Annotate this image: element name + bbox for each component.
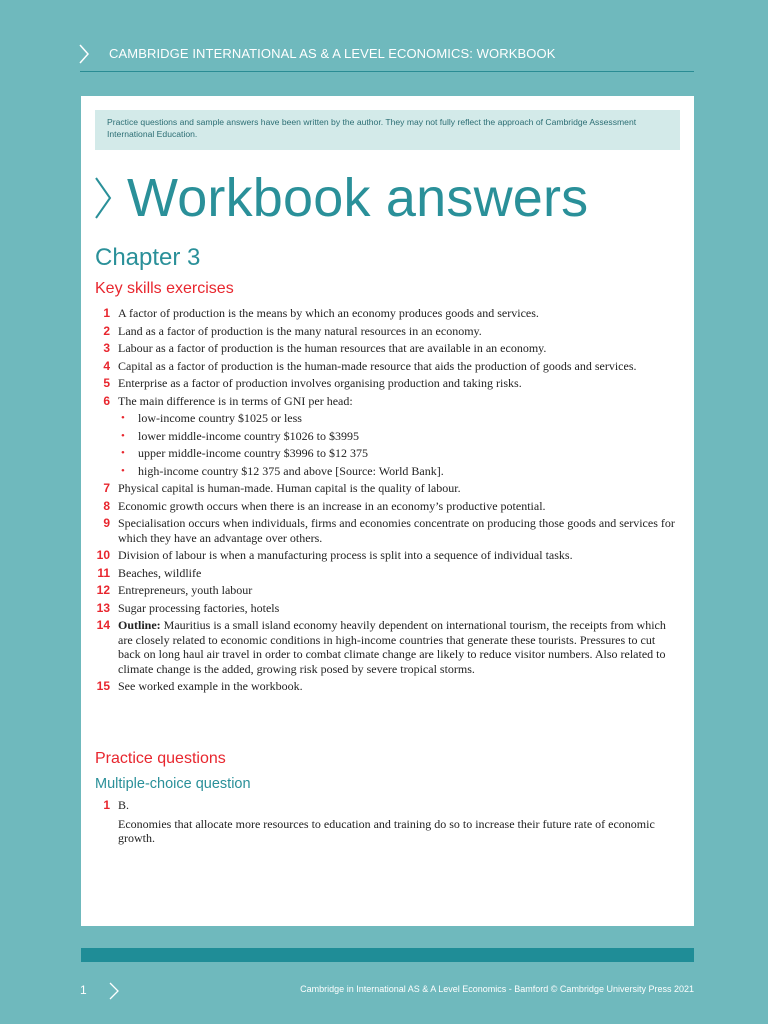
list-item [81, 679, 694, 694]
list-item [81, 601, 694, 616]
list-item [81, 499, 694, 514]
disclaimer-notice: Practice questions and sample answers have been written by the author. They may not fully reflect the approach of Cambridge Assessment International Education. [95, 110, 680, 150]
list-item [81, 359, 694, 374]
bullet-text: lower middle-income country $1026 to $3995 [138, 428, 359, 443]
bullet-icon: • [121, 447, 125, 459]
item-number: 12 [96, 583, 110, 597]
item-text: Land as a factor of production is the many natural resources in an economy. [118, 323, 482, 338]
page-title [93, 168, 588, 228]
list-item [81, 566, 694, 581]
chevron-right-icon [93, 175, 113, 221]
item-text [118, 618, 678, 676]
book-title: CAMBRIDGE INTERNATIONAL AS & A LEVEL ECONOMICS: WORKBOOK [109, 46, 556, 61]
key-skills-list [81, 306, 694, 697]
item-number: 1 [103, 306, 110, 320]
item-number: 7 [103, 481, 110, 495]
page-title-text: Workbook answers [127, 168, 589, 228]
item-text: Capital as a factor of production is the human-made resource that aids the production of goods and services. [118, 358, 637, 373]
item-text: Sugar processing factories, hotels [118, 600, 280, 615]
list-item [81, 394, 694, 409]
mcq-answer [81, 798, 694, 846]
item-number: 2 [103, 323, 110, 338]
page-panel [81, 96, 694, 926]
list-item [81, 798, 694, 813]
list-item [81, 324, 694, 339]
page-number: 1 [80, 983, 87, 997]
bullet-item [118, 429, 694, 444]
item-text: A factor of production is the means by which an economy produces goods and services. [118, 306, 539, 320]
item-text: The main difference is in terms of GNI per head: [118, 393, 353, 408]
outline-label: Outline: [118, 618, 161, 632]
item-number: 15 [96, 679, 110, 693]
item-number: 14 [96, 618, 110, 632]
running-header [0, 0, 768, 74]
item-text: Entrepreneurs, youth labour [118, 583, 253, 597]
bullet-text: upper middle-income country $3996 to $12 375 [138, 446, 368, 460]
item-number: 5 [103, 376, 110, 390]
mcq-explanation: Economies that allocate more resources to education and training do so to increase their future rate of economic growth. [118, 816, 655, 845]
item-text: Specialisation occurs when individuals, firms and economies concentrate on producing those goods and services for which they have an advantage over others. [118, 516, 675, 545]
item-number: 3 [103, 341, 110, 355]
footer-bar [81, 948, 694, 962]
chapter-heading: Chapter 3 [95, 244, 201, 271]
chevron-right-icon [109, 981, 119, 1001]
item-text: Economic growth occurs when there is an increase in an economy’s productive potential. [118, 498, 546, 513]
chevron-right-icon [78, 44, 90, 64]
subsection-heading-mcq: Multiple-choice question [95, 776, 251, 792]
list-item [81, 618, 694, 676]
list-item [81, 341, 694, 356]
item-text: Division of labour is when a manufacturing process is split into a sequence of individual tasks. [118, 548, 573, 562]
item-number: 6 [103, 393, 110, 408]
section-heading-key-skills: Key skills exercises [95, 280, 234, 297]
list-item [81, 583, 694, 598]
bullet-icon: • [121, 412, 125, 424]
list-item [81, 548, 694, 563]
header-divider [80, 71, 694, 72]
item-number: 4 [103, 358, 110, 373]
item-number: 1 [103, 798, 110, 812]
item-text: Physical capital is human-made. Human capital is the quality of labour. [118, 481, 461, 495]
bullet-item [118, 411, 694, 426]
item-number: 8 [103, 498, 110, 513]
section-heading-practice: Practice questions [95, 750, 226, 767]
item-text: See worked example in the workbook. [118, 679, 303, 693]
bullet-text: low-income country $1025 or less [138, 411, 302, 425]
bullet-icon: • [121, 429, 125, 442]
footer-copyright: Cambridge in International AS & A Level Economics - Bamford © Cambridge University Press 2021 [300, 984, 694, 994]
list-item [81, 516, 694, 545]
item-number: 13 [96, 600, 110, 615]
item-number: 10 [96, 548, 110, 562]
mcq-answer-letter: B. [118, 798, 130, 812]
gni-bullet-list [118, 411, 694, 478]
item-number: 11 [97, 565, 110, 580]
list-item [81, 306, 694, 321]
bullet-text: high-income country $12 375 and above [Source: World Bank]. [138, 463, 444, 478]
bullet-item [118, 464, 694, 479]
item-text: Beaches, wildlife [118, 565, 202, 580]
bullet-item [118, 446, 694, 461]
list-item [81, 481, 694, 496]
bullet-icon: • [121, 464, 125, 477]
outline-text: Mauritius is a small island economy heavily dependent on international tourism, the receipts from which are closely related to economic conditions in high-income countries that generate these tourists. Pressures to cut back on long haul air travel in order to combat climate change are likely to reduce visitor numbers. Also related to climate change is the added, growing risk posed by severe tropical storms. [118, 618, 666, 676]
list-item [81, 376, 694, 391]
item-number: 9 [103, 516, 110, 530]
item-text: Labour as a factor of production is the human resources that are available in an economy. [118, 341, 547, 355]
item-text: Enterprise as a factor of production involves organising production and taking risks. [118, 376, 522, 390]
